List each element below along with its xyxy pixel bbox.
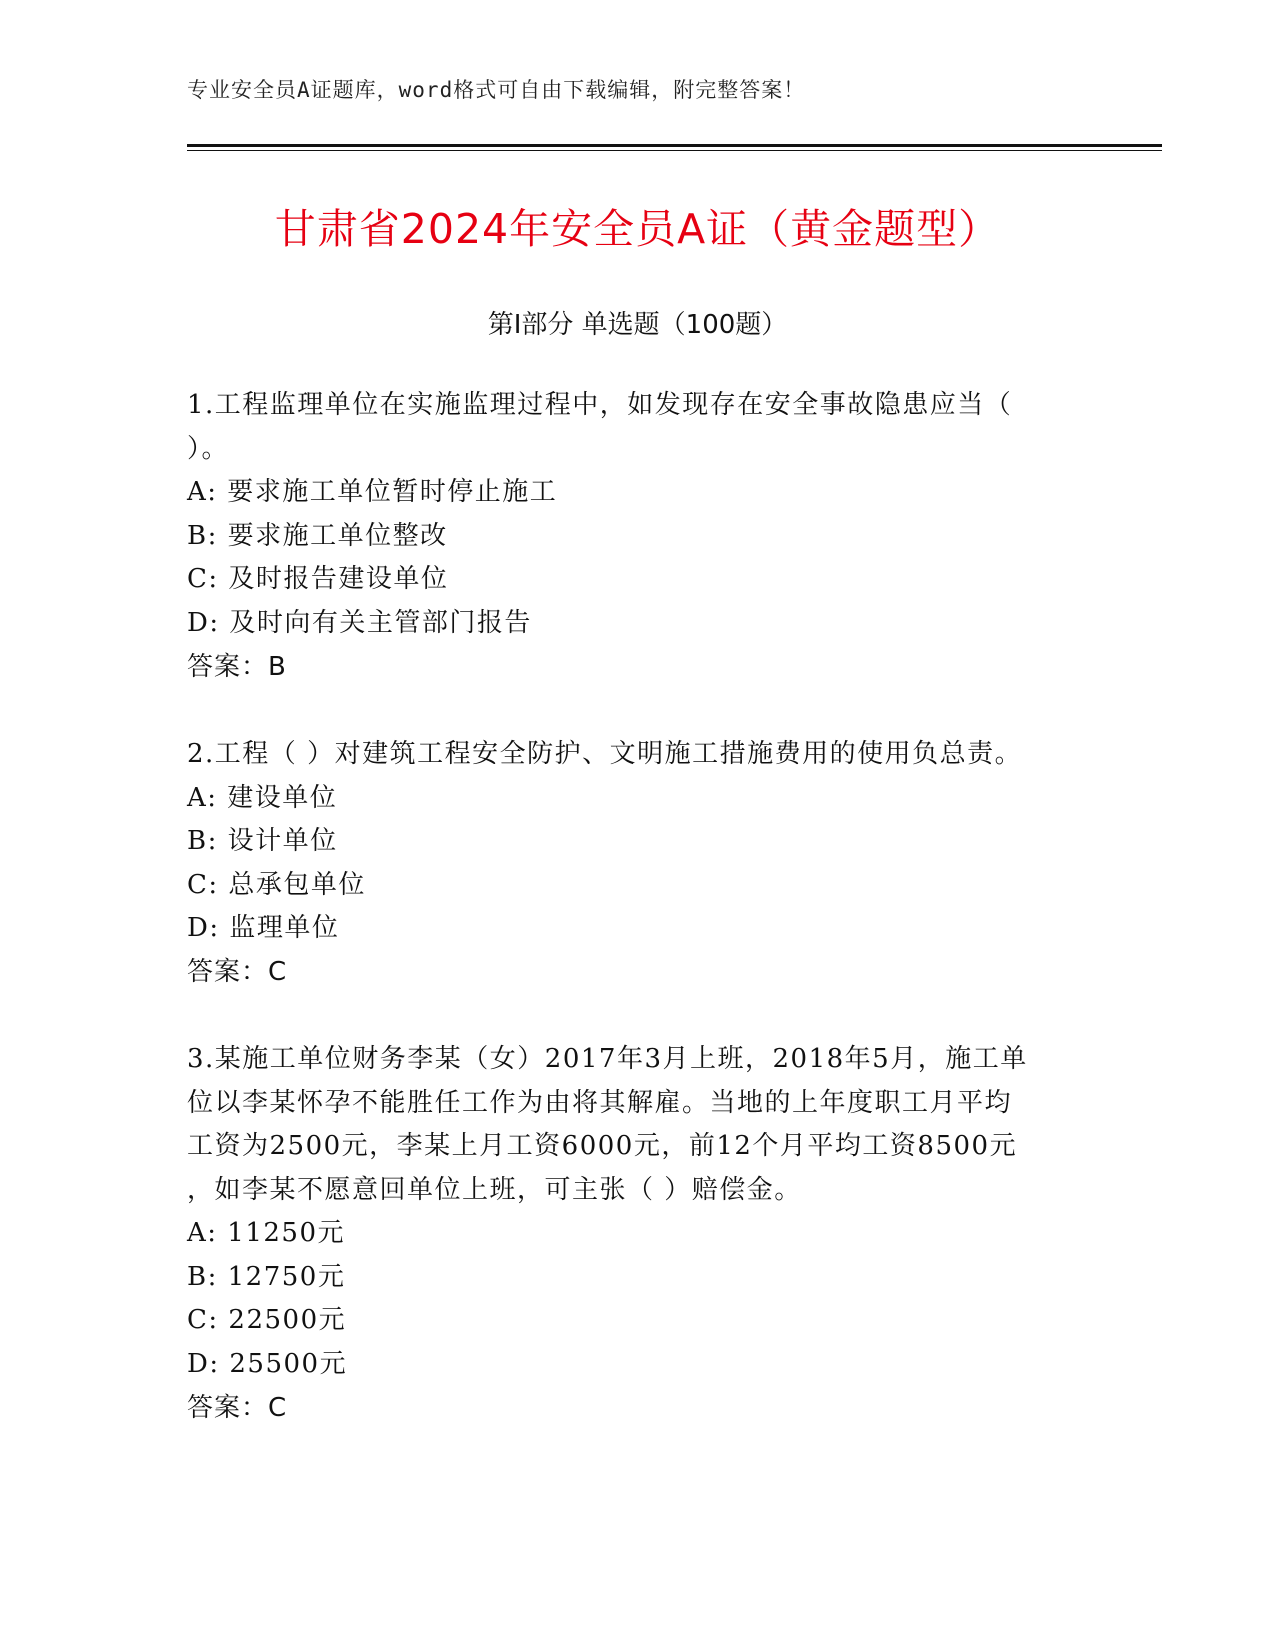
question-1-option-b: B: 要求施工单位整改	[187, 521, 448, 551]
question-1-option-c: C: 及时报告建设单位	[187, 564, 449, 594]
question-1-option-d: D: 及时向有关主管部门报告	[187, 608, 532, 638]
question-2-option-c: C: 总承包单位	[187, 870, 366, 900]
question-2-answer: 答案：C	[187, 957, 288, 987]
question-2-text-line-1: 2.工程（ ）对建筑工程安全防护、文明施工措施费用的使用负总责。	[187, 739, 1023, 769]
question-3-text-line-3: 工资为2500元，李某上月工资6000元，前12个月平均工资8500元	[187, 1131, 1018, 1161]
header-divider-thick	[187, 144, 1162, 147]
question-2-option-d: D: 监理单位	[187, 913, 340, 943]
question-3-answer: 答案：C	[187, 1393, 288, 1423]
header-note: 专业安全员A证题库，word格式可自由下载编辑，附完整答案！	[187, 78, 806, 102]
question-1-text-line-2: ）。	[187, 434, 230, 464]
question-3-option-a: A: 11250元	[187, 1218, 346, 1248]
question-3-option-c: C: 22500元	[187, 1305, 347, 1335]
question-1-option-a: A: 要求施工单位暂时停止施工	[187, 477, 558, 507]
question-1-answer: 答案：B	[187, 652, 287, 682]
question-3-option-b: B: 12750元	[187, 1262, 346, 1292]
question-3-text-line-4: ，如李某不愿意回单位上班，可主张（ ）赔偿金。	[187, 1175, 802, 1205]
question-1-text-line-1: 1.工程监理单位在实施监理过程中，如发现存在安全事故隐患应当（	[187, 390, 1013, 420]
document-title: 甘肃省2024年安全员A证（黄金题型）	[274, 205, 1001, 253]
question-3-option-d: D: 25500元	[187, 1349, 348, 1379]
section-title: 第I部分 单选题（100题）	[487, 310, 788, 340]
question-3-text-line-1: 3.某施工单位财务李某（女）2017年3月上班，2018年5月，施工单	[187, 1044, 1028, 1074]
question-3-text-line-2: 位以李某怀孕不能胜任工作为由将其解雇。当地的上年度职工月平均	[187, 1088, 1013, 1118]
question-2-option-b: B: 设计单位	[187, 826, 338, 856]
header-divider-thin	[187, 150, 1162, 151]
question-2-option-a: A: 建设单位	[187, 783, 338, 813]
